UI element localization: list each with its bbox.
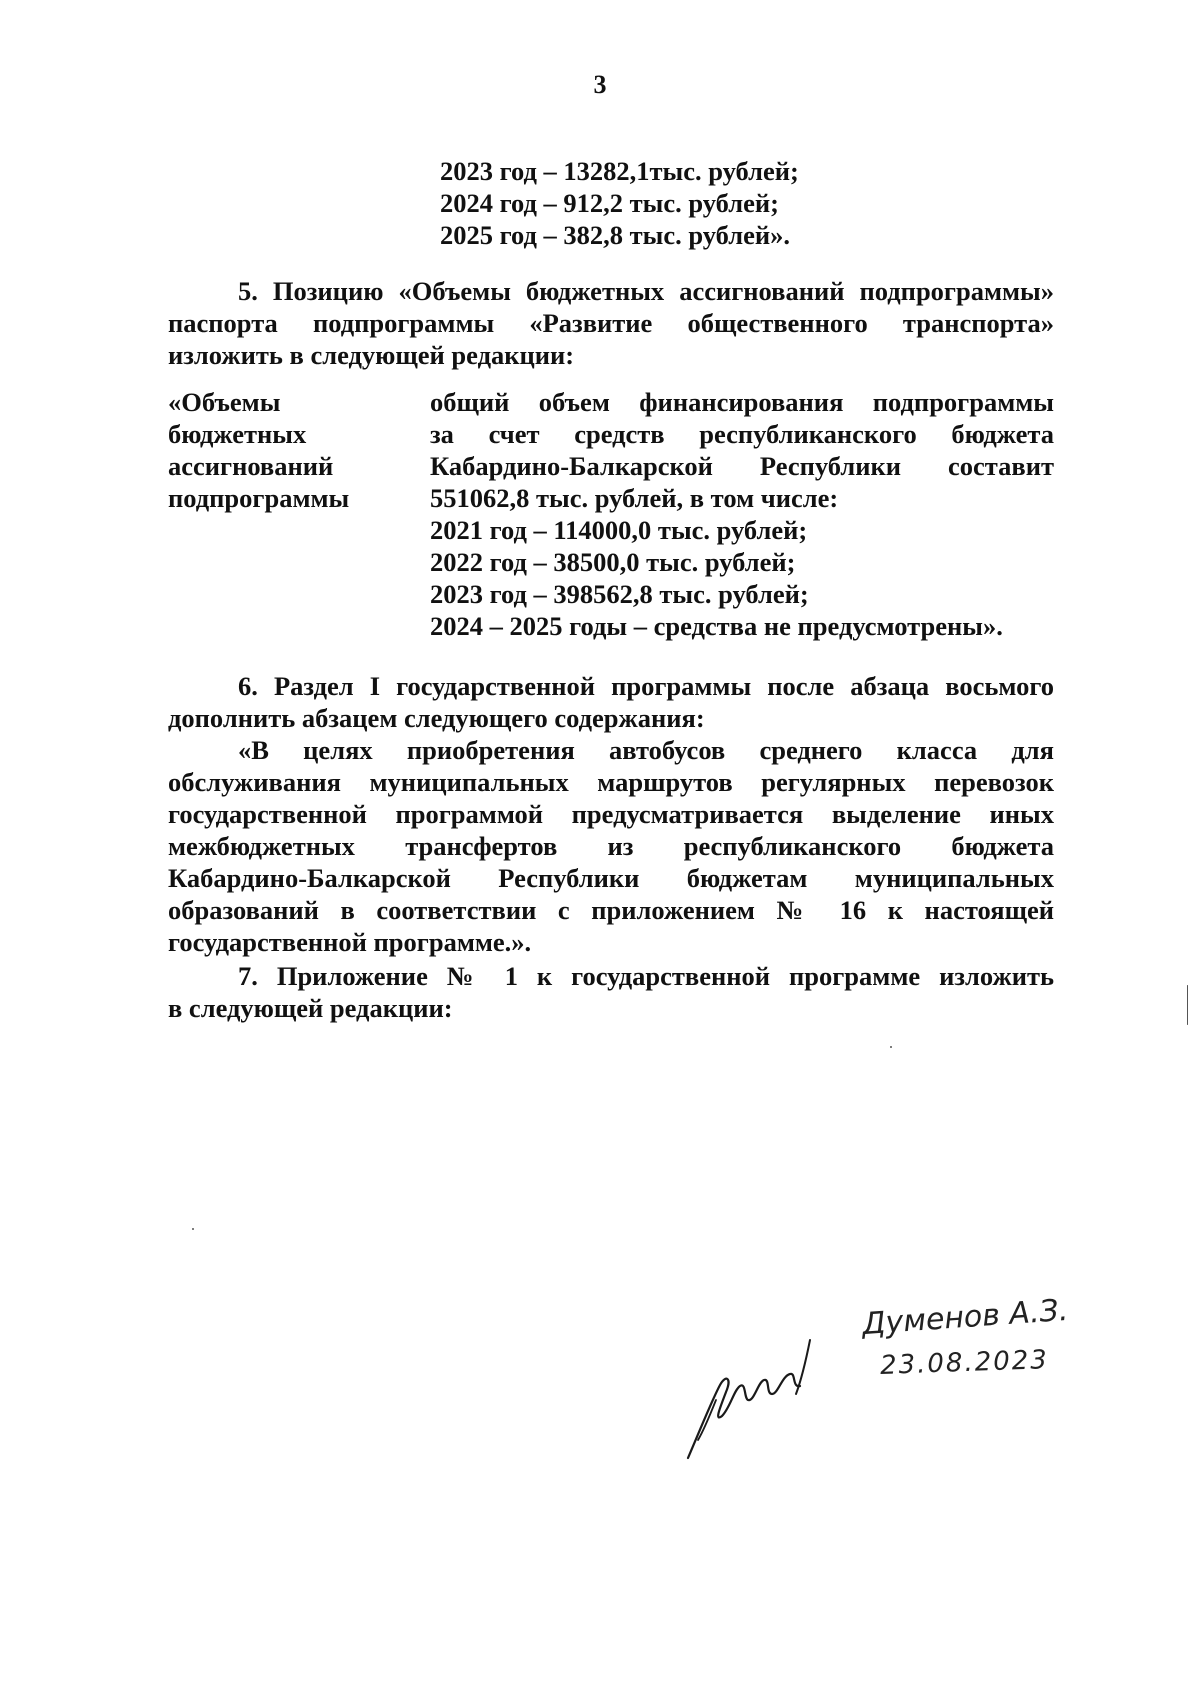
page-number: 3 (593, 70, 607, 99)
paragraph-line: 6. Раздел I государственной программы после абзаца восьмого (238, 671, 1054, 701)
amount-line: 2024 год – 912,2 тыс. рублей; (440, 188, 779, 218)
signature-name: Думенов А.З. (861, 1292, 1070, 1343)
funding-amounts (440, 155, 1040, 251)
paragraph-line: 7. Приложение № 1 к государственной программе изложить (238, 961, 1054, 991)
paragraph-line: в следующей редакции: (168, 993, 453, 1023)
label-line: «Объемы (168, 387, 281, 417)
scan-speck (890, 1046, 892, 1048)
scan-speck (192, 1228, 194, 1230)
paragraph-line: государственной программе.». (168, 927, 532, 957)
signature-date: 23.08.2023 (879, 1345, 1050, 1381)
paragraph-line: паспорта подпрограммы «Развитие общественного транспорта» (168, 308, 1054, 338)
body-line: 2021 год – 114000,0 тыс. рублей; (430, 515, 808, 545)
body-line: 551062,8 тыс. рублей, в том числе: (430, 483, 839, 513)
label-line: ассигнований (168, 451, 334, 481)
body-line: 2024 – 2025 годы – средства не предусмотрены». (430, 611, 1003, 641)
paragraph-line: обслуживания муниципальных маршрутов регулярных перевозок (168, 767, 1054, 797)
paragraph-line: образований в соответствии с приложением № 16 к настоящей (168, 895, 1054, 925)
paragraph-line: Кабардино-Балкарской Республики бюджетам муниципальных (168, 863, 1054, 893)
table-label-column (168, 386, 408, 514)
table-body-column (430, 386, 1054, 642)
paragraph-line: государственной программой предусматривается выделение иных (168, 799, 1054, 829)
paragraph-line: изложить в следующей редакции: (168, 340, 575, 370)
label-line: бюджетных (168, 419, 307, 449)
amount-line: 2023 год – 13282,1тыс. рублей; (440, 156, 799, 186)
paragraph-line: 5. Позицию «Объемы бюджетных ассигнований подпрограммы» (238, 276, 1054, 306)
amount-line: 2025 год – 382,8 тыс. рублей». (440, 220, 791, 250)
body-line: 2023 год – 398562,8 тыс. рублей; (430, 579, 809, 609)
paragraph-item-5 (168, 275, 1054, 371)
body-line: общий объем финансирования подпрограммы (430, 387, 1054, 417)
paragraph-line: межбюджетных трансфертов из республиканского бюджета (168, 831, 1054, 861)
body-line: Кабардино-Балкарской Республики составит (430, 451, 1054, 481)
paragraph-line: «В целях приобретения автобусов среднего класса для (238, 735, 1054, 765)
paragraph-item-6 (168, 670, 1054, 958)
body-line: за счет средств республиканского бюджета (430, 419, 1054, 449)
body-line: 2022 год – 38500,0 тыс. рублей; (430, 547, 796, 577)
label-line: подпрограммы (168, 483, 350, 513)
paragraph-item-7 (168, 960, 1054, 1024)
scan-edge-mark (1187, 985, 1188, 1025)
paragraph-line: дополнить абзацем следующего содержания: (168, 703, 705, 733)
